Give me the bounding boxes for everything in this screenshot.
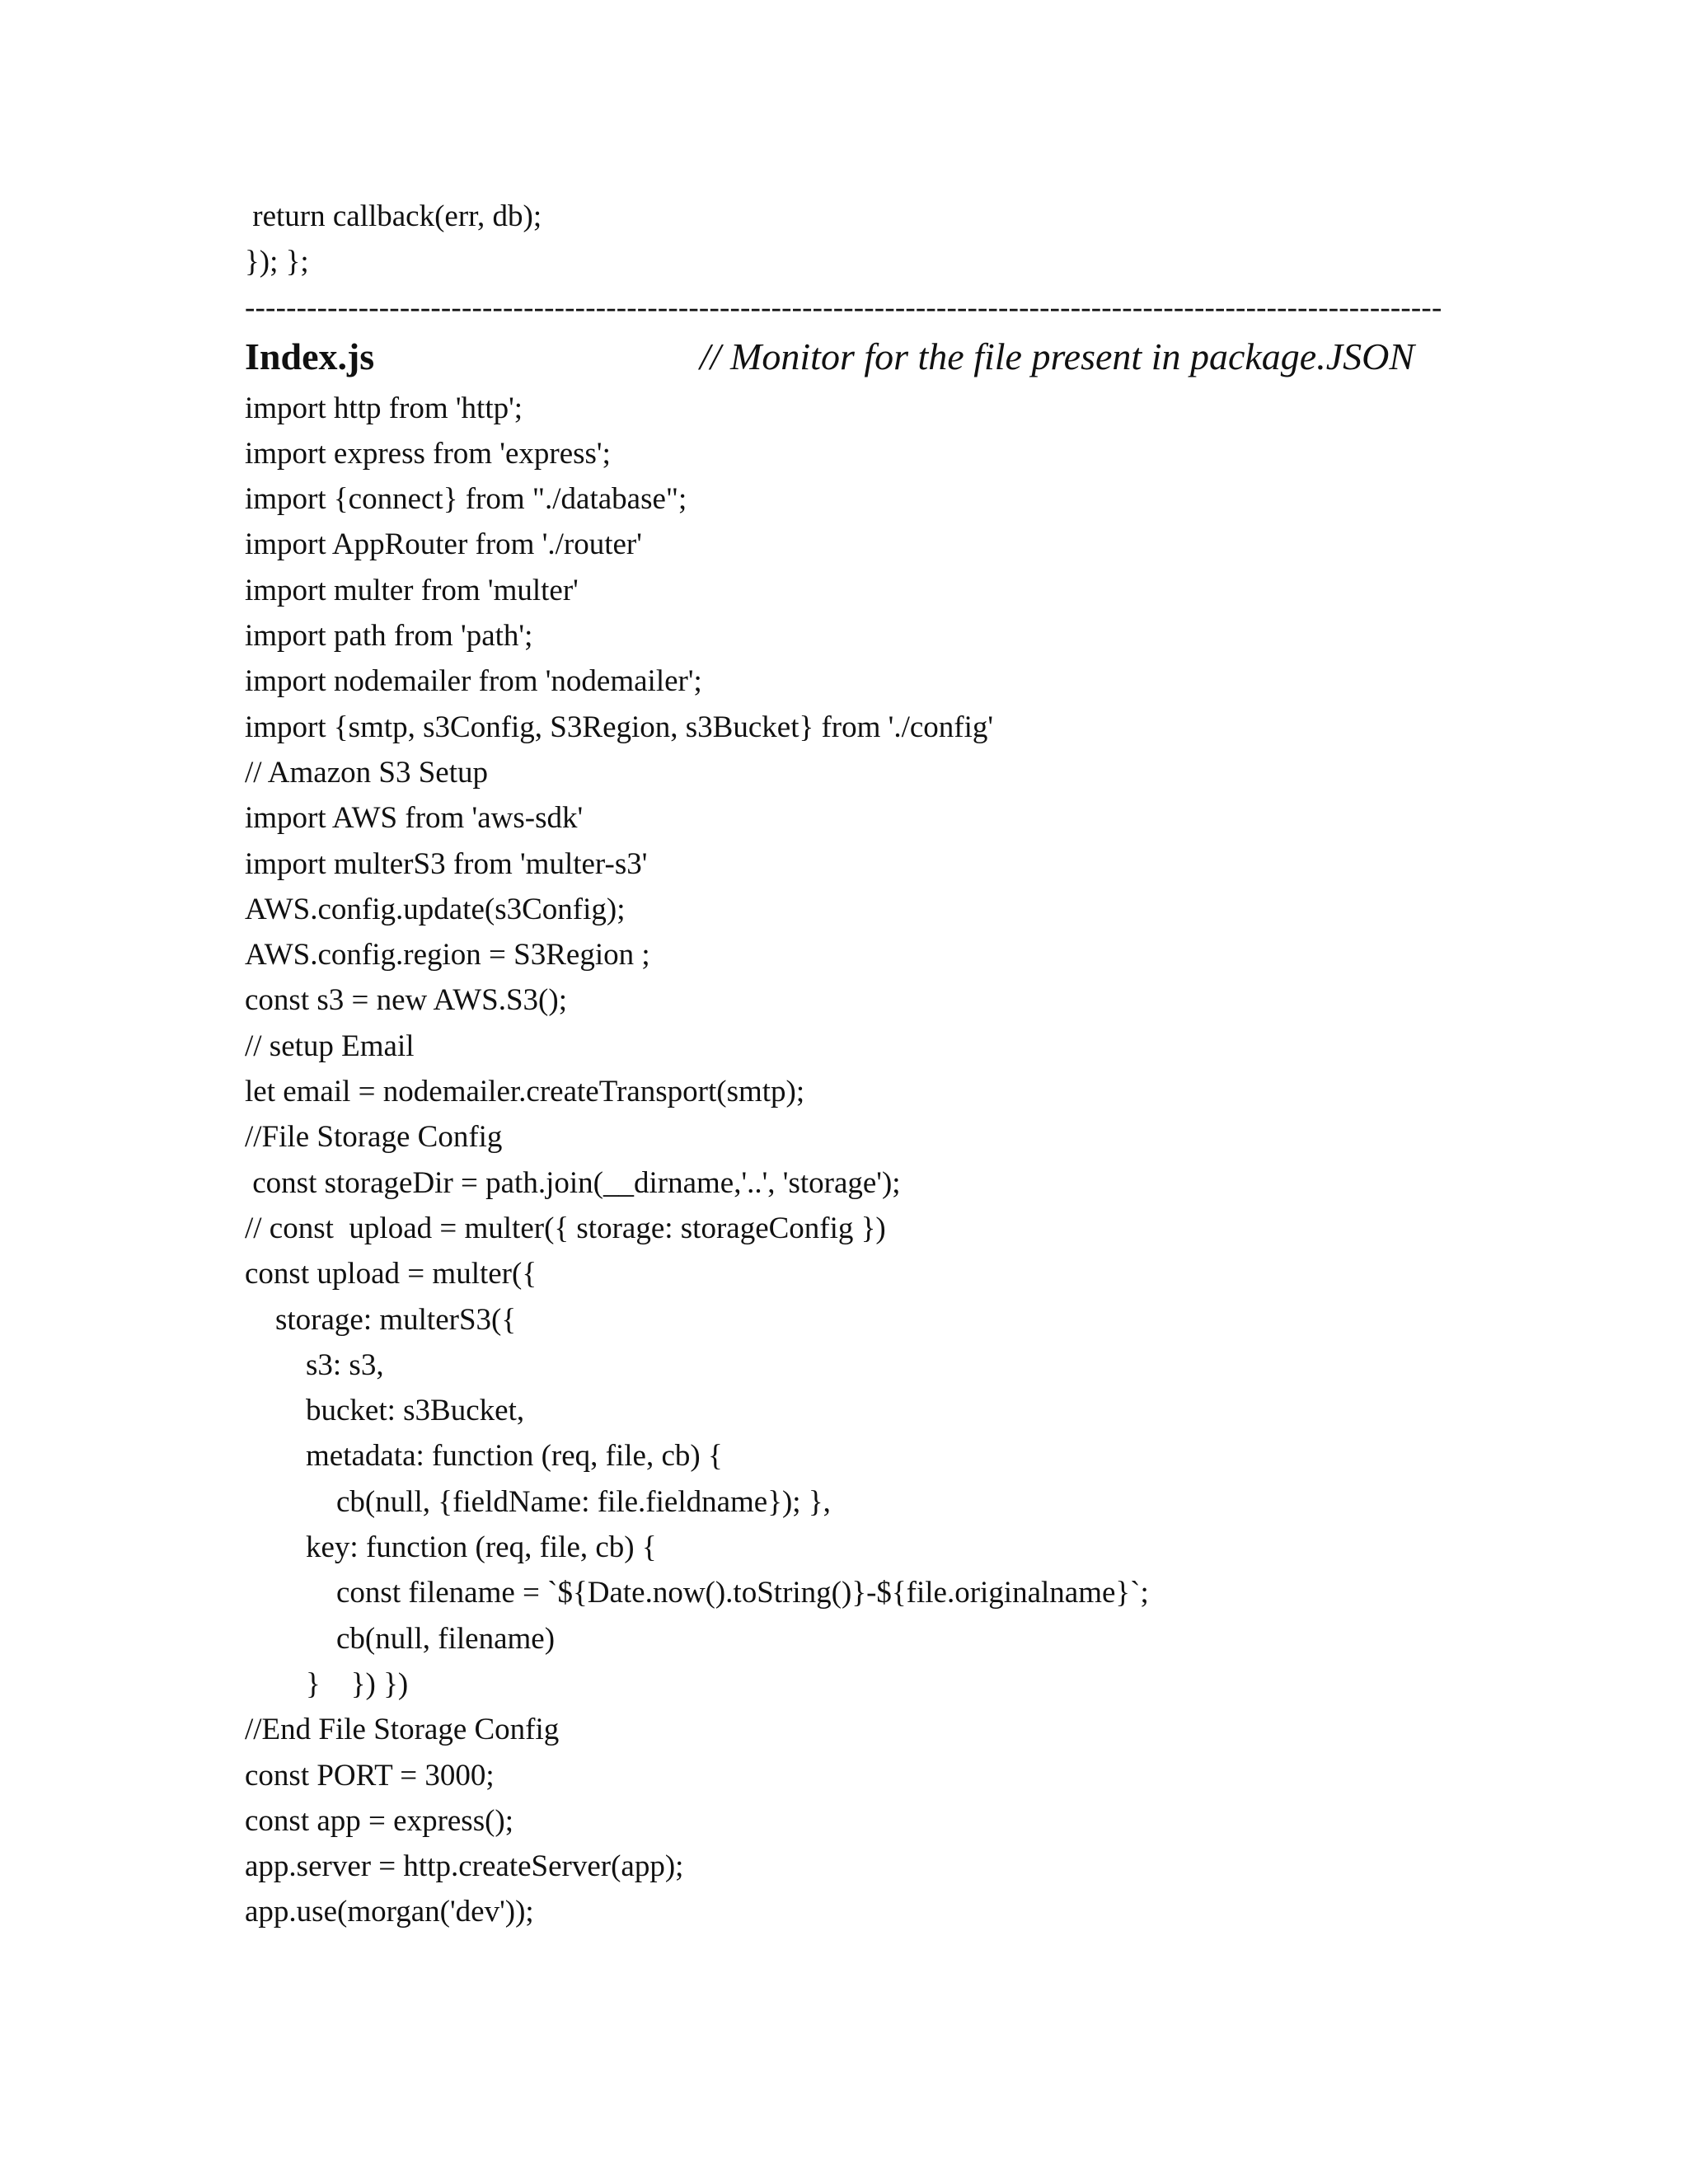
code-line: import express from 'express'; (245, 436, 611, 471)
code-comment-line: //End File Storage Config (245, 1713, 560, 1747)
code-line: import nodemailer from 'nodemailer'; (245, 664, 702, 699)
code-line: const s3 = new AWS.S3(); (245, 983, 567, 1018)
code-line: AWS.config.update(s3Config); (245, 892, 626, 926)
code-line: import http from 'http'; (245, 391, 523, 425)
section-heading (245, 328, 1465, 386)
code-comment-line: // const upload = multer({ storage: storageConfig }) (245, 1211, 886, 1245)
code-line: app.use(morgan('dev')); (245, 1895, 534, 1929)
separator-line: -------------------------------------------------------------------------------------------------------------------- (245, 290, 1442, 325)
code-line: import AppRouter from './router' (245, 527, 642, 562)
code-line: } }) }) (245, 1666, 409, 1701)
code-comment-line: // Amazon S3 Setup (245, 755, 488, 790)
code-line: }); }; (245, 245, 309, 279)
code-comment-line: // setup Email (245, 1029, 415, 1063)
file-name-heading: Index.js (245, 335, 375, 377)
code-line: return callback(err, db); (245, 199, 542, 233)
code-line: const upload = multer({ (245, 1257, 537, 1291)
code-line: const filename = `${Date.now().toString()}-${file.originalname}`; (245, 1576, 1149, 1610)
code-comment-line: //File Storage Config (245, 1120, 503, 1155)
code-line: storage: multerS3({ (245, 1302, 517, 1337)
code-line: cb(null, {fieldName: file.fieldname}); }, (245, 1484, 831, 1519)
document-content (245, 194, 1465, 1935)
code-block (245, 386, 1465, 1935)
code-line: const storageDir = path.join(__dirname,'..', 'storage'); (245, 1165, 901, 1200)
code-line: const app = express(); (245, 1803, 514, 1838)
code-line: import {smtp, s3Config, S3Region, s3Bucket} from './config' (245, 710, 994, 744)
code-line: import AWS from 'aws-sdk' (245, 801, 584, 836)
code-line: s3: s3, (245, 1347, 384, 1382)
code-line: bucket: s3Bucket, (245, 1394, 525, 1428)
code-line: key: function (req, file, cb) { (245, 1530, 657, 1565)
code-line: AWS.config.region = S3Region ; (245, 938, 650, 972)
code-line: metadata: function (req, file, cb) { (245, 1439, 723, 1474)
code-line: import {connect} from "./database"; (245, 482, 687, 517)
code-line: import multer from 'multer' (245, 573, 579, 607)
code-line: import multerS3 from 'multer-s3' (245, 846, 648, 881)
code-line: const PORT = 3000; (245, 1758, 495, 1793)
code-line: app.server = http.createServer(app); (245, 1849, 684, 1884)
heading-comment: // Monitor for the file present in package.JSON (700, 335, 1415, 377)
code-line: let email = nodemailer.createTransport(smtp); (245, 1075, 805, 1109)
code-line: import path from 'path'; (245, 619, 533, 654)
code-line: cb(null, filename) (245, 1621, 556, 1656)
